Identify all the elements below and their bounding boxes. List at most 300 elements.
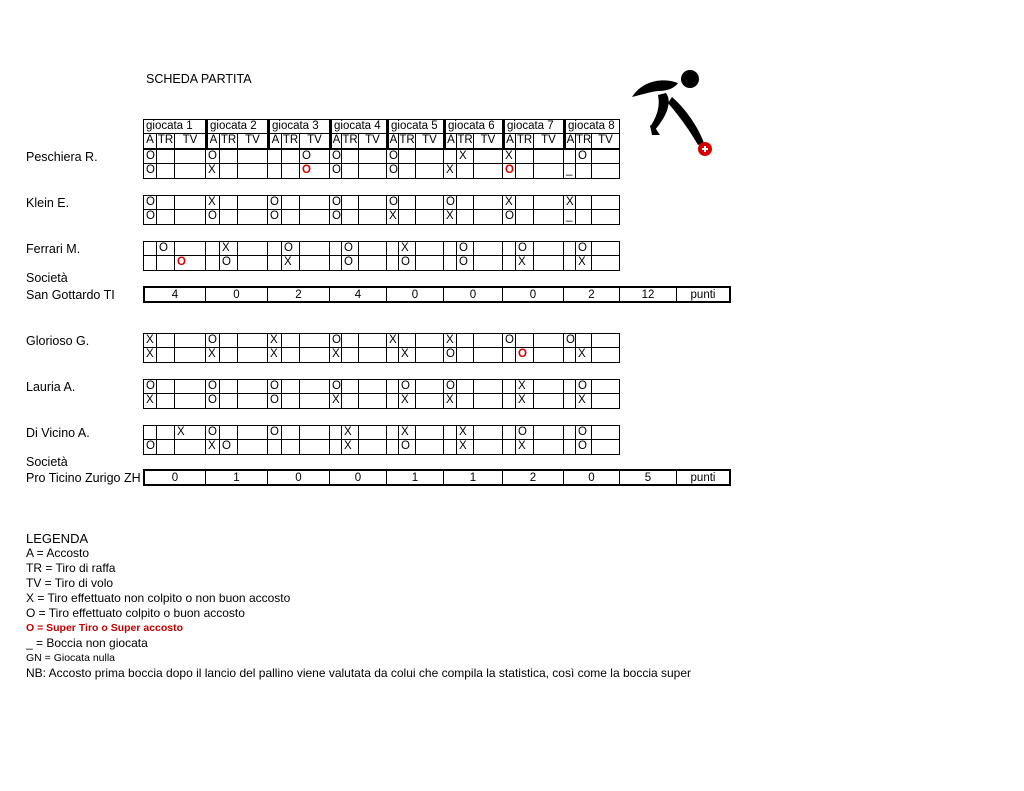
subcolumn-header: TV — [592, 134, 620, 149]
throw-cell — [157, 195, 175, 210]
legend-note: NB: Accosto prima boccia dopo il lancio del pallino viene valutata da colui che compila la statistica, così come la boccia super — [26, 666, 692, 680]
throw-cell: X — [330, 394, 342, 409]
throw-cell: X — [516, 394, 534, 409]
throw-cell: X — [268, 333, 282, 348]
throw-cell — [175, 348, 206, 363]
throw-cell — [457, 195, 474, 210]
throw-cell — [534, 440, 564, 455]
society-label: Società — [26, 271, 68, 285]
throw-cell — [416, 149, 444, 164]
giocata-score: 1 — [444, 469, 503, 486]
throw-cell — [359, 256, 387, 271]
throw-cell — [387, 425, 399, 440]
giocate-header-row — [143, 119, 620, 134]
throw-cell — [416, 425, 444, 440]
throw-cell — [220, 210, 238, 225]
throw-cell: X — [503, 195, 516, 210]
throw-cell — [206, 256, 220, 271]
throw-cell — [474, 394, 503, 409]
throw-cell — [592, 440, 620, 455]
throw-cell — [300, 195, 330, 210]
throw-cell — [175, 210, 206, 225]
throw-cell — [282, 149, 300, 164]
giocata-header: giocata 1 — [143, 119, 206, 134]
legend-unplayed: _ = Boccia non giocata — [26, 636, 148, 650]
throw-cell — [416, 333, 444, 348]
throw-cell — [534, 210, 564, 225]
throw-cell — [474, 210, 503, 225]
throw-cell: O — [342, 256, 359, 271]
throw-cell — [534, 195, 564, 210]
subcolumn-header: TV — [359, 134, 387, 149]
throw-cell — [564, 394, 576, 409]
throw-cell — [238, 195, 268, 210]
throw-cell — [534, 425, 564, 440]
throw-cell: X — [399, 425, 416, 440]
total-score: 5 — [620, 469, 677, 486]
throw-cell — [534, 333, 564, 348]
throw-cell — [359, 333, 387, 348]
throw-cell — [416, 195, 444, 210]
throw-cell — [399, 210, 416, 225]
points-label: punti — [677, 286, 731, 303]
throw-cell — [330, 440, 342, 455]
throw-cell — [359, 425, 387, 440]
throw-cell: _ — [564, 210, 576, 225]
legend-item: A = Accosto — [26, 546, 90, 560]
throw-cell — [220, 348, 238, 363]
throw-cell — [220, 394, 238, 409]
player-row — [143, 210, 620, 225]
throw-cell: O — [444, 348, 457, 363]
society-name: San Gottardo TI — [26, 288, 115, 302]
throw-cell — [516, 149, 534, 164]
throw-cell — [516, 333, 534, 348]
giocata-score: 2 — [503, 469, 564, 486]
giocata-header: giocata 7 — [503, 119, 564, 134]
giocata-score: 0 — [268, 469, 330, 486]
throw-cell — [359, 379, 387, 394]
subcolumn-header: TV — [474, 134, 503, 149]
throw-cell — [387, 440, 399, 455]
legend — [26, 531, 691, 681]
subcolumn-header: TR — [157, 134, 175, 149]
throw-cell: O — [206, 210, 220, 225]
throw-cell — [157, 348, 175, 363]
giocata-score: 2 — [564, 286, 620, 303]
throw-cell: O — [516, 425, 534, 440]
throw-cell — [503, 379, 516, 394]
throw-cell: X — [564, 195, 576, 210]
throw-cell — [175, 379, 206, 394]
throw-cell — [474, 241, 503, 256]
throw-cell — [474, 425, 503, 440]
throw-cell: O — [268, 425, 282, 440]
throw-cell — [143, 256, 157, 271]
throw-cell: O — [332, 196, 341, 208]
throw-cell: X — [282, 256, 300, 271]
throw-cell: X — [342, 440, 359, 455]
throw-cell — [175, 195, 206, 210]
throw-cell — [238, 440, 268, 455]
throw-cell — [503, 241, 516, 256]
throw-cell: O — [576, 440, 592, 455]
throw-cell: O — [399, 256, 416, 271]
throw-cell — [474, 348, 503, 363]
throw-cell — [359, 348, 387, 363]
throw-cell: X — [399, 241, 416, 256]
throw-cell — [300, 348, 330, 363]
subcolumn-header: A — [564, 134, 576, 149]
subcolumn-header: TV — [238, 134, 268, 149]
subcolumn-header: TV — [534, 134, 564, 149]
throw-cell: X — [143, 333, 157, 348]
throw-cell — [564, 348, 576, 363]
throw-cell — [268, 256, 282, 271]
throw-cell: O — [399, 379, 416, 394]
giocata-score: 0 — [564, 469, 620, 486]
throw-cell — [474, 333, 503, 348]
throw-cell — [534, 394, 564, 409]
subcolumn-header: TR — [282, 134, 300, 149]
player-row — [143, 425, 620, 440]
player-row — [143, 195, 620, 210]
throw-cell: X — [457, 425, 474, 440]
throw-cell: O — [342, 241, 359, 256]
page-title: SCHEDA PARTITA — [146, 72, 252, 86]
throw-cell: X — [457, 149, 474, 164]
throw-cell — [359, 195, 387, 210]
throw-cell: O — [206, 379, 220, 394]
giocata-header: giocata 6 — [444, 119, 503, 134]
throw-cell — [157, 210, 175, 225]
subcolumn-header: TR — [220, 134, 238, 149]
throw-cell — [416, 440, 444, 455]
throw-cell — [444, 256, 457, 271]
throw-cell — [592, 241, 620, 256]
throw-cell — [268, 149, 282, 164]
throw-cell — [157, 379, 175, 394]
throw-cell — [564, 440, 576, 455]
throw-cell — [592, 425, 620, 440]
throw-cell — [416, 210, 444, 225]
throw-cell: O — [444, 195, 457, 210]
player-row — [143, 348, 620, 363]
throw-cell — [342, 149, 359, 164]
throw-cell — [220, 425, 238, 440]
giocata-score: 0 — [143, 469, 206, 486]
throw-cell: X — [576, 394, 592, 409]
throw-cell: X — [516, 379, 534, 394]
subcolumn-header: TR — [516, 134, 534, 149]
throw-cell — [359, 164, 387, 179]
throw-cell: O — [143, 440, 157, 455]
throw-cell — [474, 256, 503, 271]
throw-cell — [503, 348, 516, 363]
throw-cell — [238, 425, 268, 440]
throw-cell — [238, 348, 268, 363]
throw-cell — [444, 440, 457, 455]
throw-cell — [268, 241, 282, 256]
throw-cell: O — [332, 380, 341, 392]
throw-cell — [359, 149, 387, 164]
throw-cell — [534, 379, 564, 394]
throw-cell — [564, 425, 576, 440]
throw-cell — [516, 164, 534, 179]
throw-cell — [534, 256, 564, 271]
legend-super: O = Super Tiro o Super accosto — [26, 622, 184, 634]
total-score: 12 — [620, 286, 677, 303]
subcolumn-header: A — [330, 134, 342, 149]
player-name: Klein E. — [26, 196, 70, 210]
throw-cell — [416, 379, 444, 394]
throw-cell — [175, 241, 206, 256]
throw-cell: O — [399, 440, 416, 455]
throw-cell: O — [300, 149, 330, 164]
subcolumn-header: TR — [342, 134, 359, 149]
throw-cell — [503, 394, 516, 409]
legend-null-play: GN = Giocata nulla — [26, 652, 116, 664]
throw-cell — [592, 256, 620, 271]
throw-cell — [330, 241, 342, 256]
throw-cell: O — [332, 334, 341, 346]
bocce-player-logo — [628, 69, 722, 159]
throw-cell — [157, 256, 175, 271]
throw-cell: O — [566, 334, 575, 346]
subcolumn-header: TV — [175, 134, 206, 149]
throw-cell — [359, 210, 387, 225]
throw-cell — [416, 164, 444, 179]
throw-cell — [282, 425, 300, 440]
throw-cell: O — [576, 241, 592, 256]
throw-cell — [300, 440, 330, 455]
player-row — [143, 440, 620, 455]
throw-cell — [359, 241, 387, 256]
throw-cell — [342, 195, 359, 210]
giocata-score: 0 — [444, 286, 503, 303]
throw-cell: O — [389, 150, 398, 162]
throw-cell — [282, 379, 300, 394]
giocata-score: 1 — [387, 469, 444, 486]
throw-cell: O — [206, 394, 220, 409]
throw-cell — [592, 333, 620, 348]
subcolumn-header: A — [268, 134, 282, 149]
subcolumn-header: TR — [457, 134, 474, 149]
throw-cell: O — [282, 241, 300, 256]
throw-cell — [175, 149, 206, 164]
throw-cell — [564, 241, 576, 256]
legend-heading: LEGENDA — [26, 531, 89, 546]
throw-cell — [238, 164, 268, 179]
society-name: Pro Ticino Zurigo ZH — [26, 471, 141, 485]
throw-cell — [342, 333, 359, 348]
throw-cell: X — [330, 348, 342, 363]
throw-cell: O — [268, 195, 282, 210]
throw-cell — [592, 210, 620, 225]
throw-cell: O — [268, 210, 282, 225]
throw-cell — [416, 348, 444, 363]
throw-cell: O — [220, 440, 238, 455]
throw-cell: X — [457, 440, 474, 455]
throw-cell: O — [457, 241, 474, 256]
throw-cell — [416, 256, 444, 271]
player-row — [143, 241, 620, 256]
subcolumn-header: A — [387, 134, 399, 149]
throw-cell: O — [268, 394, 282, 409]
throw-cell: O — [143, 379, 157, 394]
throw-cell — [175, 440, 206, 455]
throw-cell — [300, 241, 330, 256]
throw-cell — [342, 348, 359, 363]
throw-cell: X — [268, 348, 282, 363]
throw-cell — [503, 256, 516, 271]
throw-cell — [399, 333, 416, 348]
throw-cell — [238, 333, 268, 348]
throw-cell — [457, 164, 474, 179]
throw-cell — [503, 440, 516, 455]
throw-cell: X — [444, 164, 457, 179]
giocata-score: 4 — [143, 286, 206, 303]
throw-cell — [143, 425, 157, 440]
throw-cell: O — [516, 241, 534, 256]
throw-cell: X — [387, 333, 399, 348]
throw-cell: X — [399, 394, 416, 409]
subcolumn-header: TV — [416, 134, 444, 149]
throw-cell: O — [300, 164, 330, 179]
throw-cell — [457, 348, 474, 363]
throw-cell — [220, 333, 238, 348]
throw-cell — [268, 440, 282, 455]
throw-cell — [387, 394, 399, 409]
throw-cell: O — [175, 256, 206, 271]
throw-cell — [282, 348, 300, 363]
throw-cell: X — [444, 333, 457, 348]
throw-cell: O — [503, 333, 516, 348]
legend-item: TV = Tiro di volo — [26, 576, 114, 590]
throw-cell: X — [576, 348, 592, 363]
throw-cell — [474, 164, 503, 179]
throw-cell: X — [399, 348, 416, 363]
throw-cell: O — [576, 379, 592, 394]
throw-cell — [342, 394, 359, 409]
throw-cell — [157, 425, 175, 440]
giocata-header: giocata 2 — [206, 119, 268, 134]
throw-cell — [592, 348, 620, 363]
throw-cell — [474, 440, 503, 455]
throw-cell — [564, 379, 576, 394]
throw-cell — [220, 379, 238, 394]
throw-cell — [220, 195, 238, 210]
throw-cell — [399, 195, 416, 210]
throw-cell: O — [143, 210, 157, 225]
throw-cell: O — [143, 195, 157, 210]
player-row — [143, 256, 620, 271]
throw-cell — [399, 164, 416, 179]
throw-cell: O — [220, 256, 238, 271]
throw-cell: O — [143, 149, 157, 164]
throw-cell: X — [444, 394, 457, 409]
throw-cell — [592, 379, 620, 394]
throw-cell — [220, 164, 238, 179]
throw-cell — [342, 164, 359, 179]
throw-cell — [157, 149, 175, 164]
giocata-score: 1 — [206, 469, 268, 486]
player-row — [143, 333, 620, 348]
throw-cell — [175, 394, 206, 409]
throw-cell: O — [206, 333, 220, 348]
throw-cell: O — [387, 164, 399, 179]
throw-cell — [534, 164, 564, 179]
throw-cell: X — [206, 440, 220, 455]
player-row — [143, 149, 620, 164]
throw-cell — [444, 149, 457, 164]
throw-cell: X — [206, 164, 220, 179]
throw-cell: X — [576, 256, 592, 271]
throw-cell: X — [503, 149, 516, 164]
throw-cell — [399, 149, 416, 164]
throw-cell — [238, 394, 268, 409]
throw-cell: X — [516, 256, 534, 271]
throw-cell: X — [516, 440, 534, 455]
legend-item: O = Tiro effettuato colpito o buon accosto — [26, 606, 245, 620]
throw-cell: O — [576, 425, 592, 440]
throw-cell — [157, 440, 175, 455]
throw-cell — [206, 241, 220, 256]
giocata-header: giocata 4 — [330, 119, 387, 134]
giocata-score: 0 — [503, 286, 564, 303]
player-name: Di Vicino A. — [26, 426, 90, 440]
throw-cell: X — [342, 425, 359, 440]
player-row — [143, 164, 620, 179]
throw-cell — [457, 333, 474, 348]
throw-cell — [330, 256, 342, 271]
throw-cell — [300, 394, 330, 409]
player-name: Peschiera R. — [26, 150, 98, 164]
giocata-header: giocata 8 — [564, 119, 620, 134]
throw-cell — [238, 256, 268, 271]
subcolumn-header: A — [444, 134, 457, 149]
giocata-score: 0 — [330, 469, 387, 486]
throw-cell: O — [457, 256, 474, 271]
throw-cell — [474, 379, 503, 394]
throw-cell: O — [503, 164, 516, 179]
throw-cell — [576, 210, 592, 225]
throw-cell: O — [330, 164, 342, 179]
giocata-score: 2 — [268, 286, 330, 303]
throw-cell — [576, 195, 592, 210]
throw-cell — [592, 195, 620, 210]
subcolumn-header: TV — [300, 134, 330, 149]
throw-cell — [238, 241, 268, 256]
throw-cell — [300, 256, 330, 271]
score-row — [143, 286, 731, 301]
throw-cell: _ — [564, 164, 576, 179]
throw-cell: O — [268, 379, 282, 394]
throw-cell — [592, 394, 620, 409]
giocata-score: 0 — [206, 286, 268, 303]
throw-cell: O — [330, 210, 342, 225]
throw-cell: X — [175, 425, 206, 440]
throw-cell — [387, 379, 399, 394]
throw-cell — [238, 149, 268, 164]
legend-item: TR = Tiro di raffa — [26, 561, 116, 575]
throw-cell: O — [143, 164, 157, 179]
subcolumn-header: A — [143, 134, 157, 149]
society-label: Società — [26, 455, 68, 469]
throw-cell — [300, 425, 330, 440]
throw-cell — [238, 210, 268, 225]
throw-cell: X — [444, 210, 457, 225]
